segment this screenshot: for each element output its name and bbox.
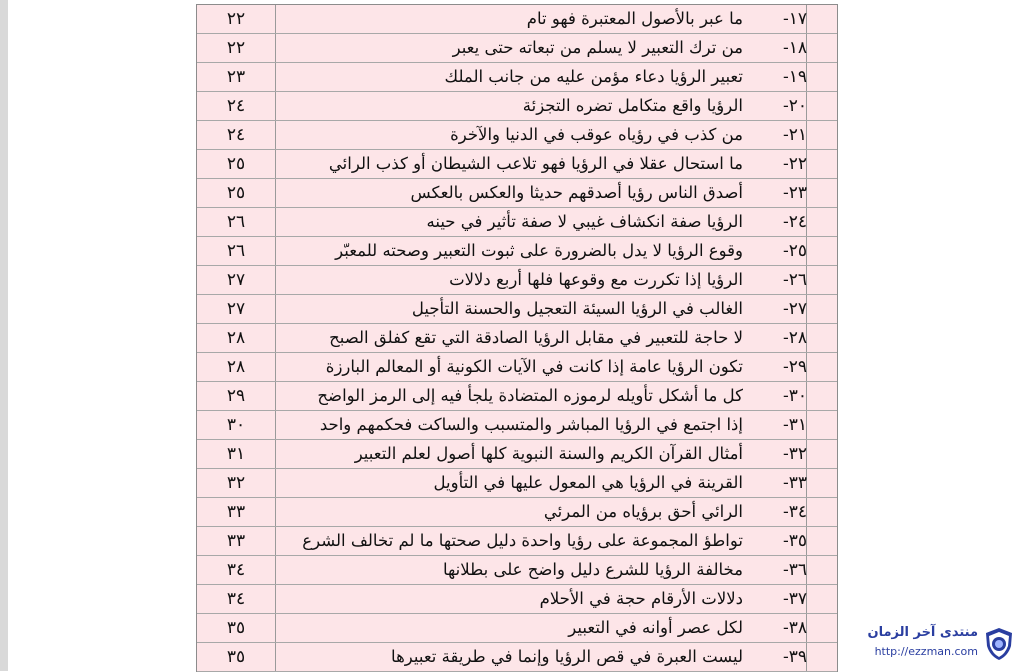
table-row xyxy=(197,179,837,208)
table-row xyxy=(197,556,837,585)
item-title: الغالب في الرؤيا السيئة التعجيل والحسنة التأجيل xyxy=(411,299,743,318)
item-title: الرؤيا صفة انكشاف غيبي لا صفة تأثير في حينه xyxy=(426,212,743,231)
forum-watermark xyxy=(844,623,1020,665)
table-row xyxy=(197,121,837,150)
page-number: ٢٤ xyxy=(226,96,246,116)
item-title: أصدق الناس رؤيا أصدقهم حديثا والعكس بالعكس xyxy=(410,183,743,202)
table-row xyxy=(197,643,837,672)
forum-name: منتدى آخر الزمان xyxy=(867,625,978,640)
item-number: ٣٠- xyxy=(782,386,807,406)
table-row xyxy=(197,5,837,34)
item-number: ١٩- xyxy=(782,67,807,87)
table-row xyxy=(197,469,837,498)
page-number: ٢٢ xyxy=(226,9,246,29)
item-title: تعبير الرؤيا دعاء مؤمن عليه من جانب الملك xyxy=(444,67,743,86)
page-number: ٢٣ xyxy=(226,67,246,87)
item-title: القرينة في الرؤيا هي المعول عليها في التأويل xyxy=(433,473,743,492)
item-number: ٢٤- xyxy=(782,212,807,232)
forum-url[interactable]: http://ezzman.com xyxy=(874,645,978,658)
item-number: ٢٣- xyxy=(782,183,807,203)
table-row xyxy=(197,237,837,266)
item-title: لا حاجة للتعبير في مقابل الرؤيا الصادقة التي تقع كفلق الصبح xyxy=(329,328,743,347)
table-row xyxy=(197,63,837,92)
item-number: ٢٠- xyxy=(782,96,807,116)
table-row xyxy=(197,266,837,295)
page-number: ٣٥ xyxy=(226,647,246,667)
item-number: ٢٢- xyxy=(782,154,807,174)
table-row xyxy=(197,614,837,643)
page-number: ٢٦ xyxy=(226,241,246,261)
page-number: ٢٧ xyxy=(226,299,246,319)
item-number: ٣٣- xyxy=(782,473,807,493)
item-title: تكون الرؤيا عامة إذا كانت في الآيات الكونية أو المعالم البارزة xyxy=(325,357,743,376)
item-title: لكل عصر أوانه في التعبير xyxy=(568,618,743,637)
item-number: ٢٨- xyxy=(782,328,807,348)
page-number: ٢٤ xyxy=(226,125,246,145)
item-title: الرؤيا واقع متكامل تضره التجزئة xyxy=(522,96,743,115)
table-row xyxy=(197,34,837,63)
page-number: ٣١ xyxy=(226,444,246,464)
item-number: ٣٤- xyxy=(782,502,807,522)
item-number: ٢٦- xyxy=(782,270,807,290)
page-number: ٢٧ xyxy=(226,270,246,290)
item-title: تواطؤ المجموعة على رؤيا واحدة دليل صحتها ما لم تخالف الشرع xyxy=(302,531,743,550)
table-row xyxy=(197,353,837,382)
table-row xyxy=(197,527,837,556)
item-number: ١٧- xyxy=(782,9,807,29)
page-number: ٣٤ xyxy=(226,560,246,580)
item-title: كل ما أشكل تأويله لرموزه المتضادة يلجأ فيه إلى الرمز الواضح xyxy=(317,386,743,405)
page-number: ٢٨ xyxy=(226,328,246,348)
page-number: ٣٤ xyxy=(226,589,246,609)
page-number: ٢٥ xyxy=(226,183,246,203)
page-number: ٣٣ xyxy=(226,531,246,551)
table-row xyxy=(197,324,837,353)
index-table xyxy=(196,4,838,672)
table-row xyxy=(197,92,837,121)
item-title: إذا اجتمع في الرؤيا المباشر والمتسبب والساكت فحكمهم واحد xyxy=(319,415,743,434)
item-number: ٢٥- xyxy=(782,241,807,261)
left-edge-strip xyxy=(0,0,8,671)
item-number: ٣٢- xyxy=(782,444,807,464)
item-title: ما عبر بالأصول المعتبرة فهو تام xyxy=(526,9,743,28)
item-number: ٣٥- xyxy=(782,531,807,551)
item-title: مخالفة الرؤيا للشرع دليل واضح على بطلانها xyxy=(443,560,743,579)
table-row xyxy=(197,585,837,614)
table-row xyxy=(197,440,837,469)
table-row xyxy=(197,411,837,440)
item-title: دلالات الأرقام حجة في الأحلام xyxy=(539,589,743,608)
table-row xyxy=(197,498,837,527)
item-number: ٢٩- xyxy=(782,357,807,377)
item-title: من كذب في رؤياه عوقب في الدنيا والآخرة xyxy=(450,125,743,144)
page-number: ٣٠ xyxy=(226,415,246,435)
item-number: ٣١- xyxy=(782,415,807,435)
item-number: ٣٦- xyxy=(782,560,807,580)
page-number: ٢٢ xyxy=(226,38,246,58)
table-row xyxy=(197,382,837,411)
table-row xyxy=(197,150,837,179)
page-number: ٢٨ xyxy=(226,357,246,377)
page-number: ٣٣ xyxy=(226,502,246,522)
item-title: من ترك التعبير لا يسلم من تبعاته حتى يعبر xyxy=(452,38,743,57)
item-title: وقوع الرؤيا لا يدل بالضرورة على ثبوت التعبير وصحته للمعبّر xyxy=(335,241,743,260)
item-title: ليست العبرة في قص الرؤيا وإنما في طريقة تعبيرها xyxy=(391,647,743,666)
item-number: ٣٨- xyxy=(782,618,807,638)
page-number: ٣٢ xyxy=(226,473,246,493)
item-title: الرائي أحق برؤياه من المرئي xyxy=(543,502,743,521)
item-number: ٢٧- xyxy=(782,299,807,319)
item-title: أمثال القرآن الكريم والسنة النبوية كلها أصول لعلم التعبير xyxy=(354,444,743,463)
item-number: ٢١- xyxy=(782,125,807,145)
page-number: ٣٥ xyxy=(226,618,246,638)
item-number: ١٨- xyxy=(782,38,807,58)
page-number: ٢٩ xyxy=(226,386,246,406)
table-row xyxy=(197,208,837,237)
page-number: ٢٦ xyxy=(226,212,246,232)
item-number: ٣٩- xyxy=(782,647,807,667)
item-title: الرؤيا إذا تكررت مع وقوعها فلها أربع دلالات xyxy=(449,270,743,289)
page-number: ٢٥ xyxy=(226,154,246,174)
table-row xyxy=(197,295,837,324)
item-title: ما استحال عقلا في الرؤيا فهو تلاعب الشيطان أو كذب الرائي xyxy=(328,154,743,173)
item-number: ٣٧- xyxy=(782,589,807,609)
shield-icon xyxy=(984,627,1014,661)
